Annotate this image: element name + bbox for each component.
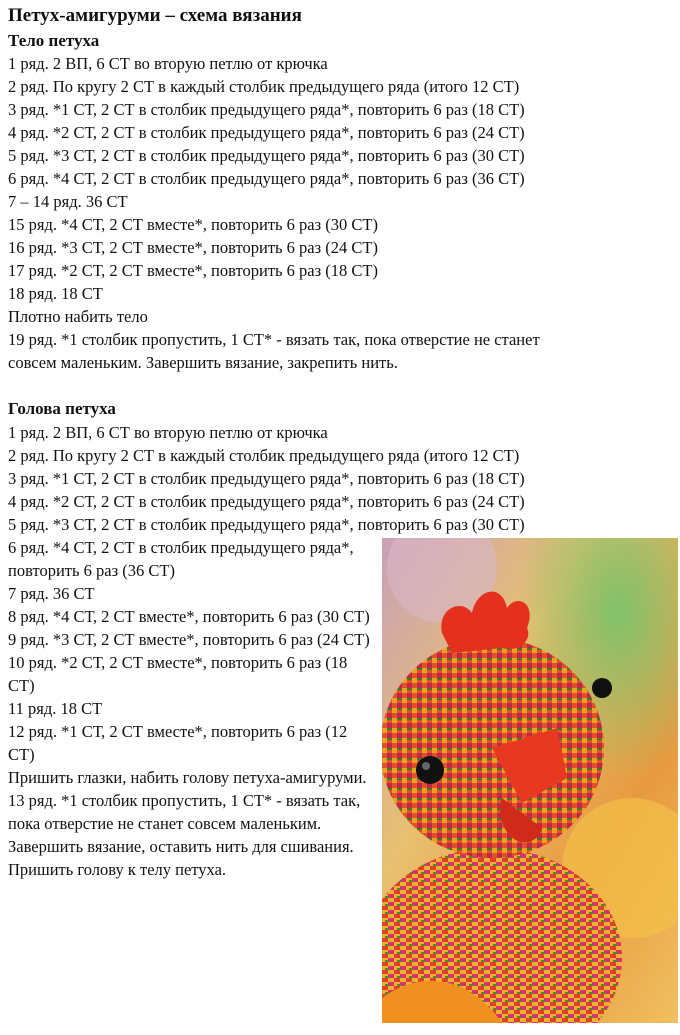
instruction-line: 5 ряд. *3 СТ, 2 СТ в столбик предыдущего ряда*, повторить 6 раз (30 СТ) <box>8 515 525 534</box>
head-instructions-wrapped <box>8 536 370 881</box>
head-section-heading: Голова петуха <box>8 399 116 418</box>
instruction-line: 2 ряд. По кругу 2 СТ в каждый столбик предыдущего ряда (итого 12 СТ) <box>8 77 520 96</box>
instruction-line: 16 ряд. *3 СТ, 2 СТ вместе*, повторить 6 раз (24 СТ) <box>8 238 378 257</box>
instruction-line: 6 ряд. *4 СТ, 2 СТ в столбик предыдущего ряда*, повторить 6 раз (36 СТ) <box>8 169 525 188</box>
instruction-line: 1 ряд. 2 ВП, 6 СТ во вторую петлю от крючка <box>8 423 328 442</box>
instruction-line: 13 ряд. *1 столбик пропустить, 1 СТ* - вязать так, пока отверстие не станет совсем маленьким. <box>8 791 361 833</box>
instruction-line: 9 ряд. *3 СТ, 2 СТ вместе*, повторить 6 раз (24 СТ) <box>8 630 370 649</box>
instruction-line: 10 ряд. *2 СТ, 2 СТ вместе*, повторить 6 раз (18 СТ) <box>8 653 348 695</box>
instruction-line: Пришить голову к телу петуха. <box>8 860 227 879</box>
instruction-line: 2 ряд. По кругу 2 СТ в каждый столбик предыдущего ряда (итого 12 СТ) <box>8 446 520 465</box>
instruction-line: 8 ряд. *4 СТ, 2 СТ вместе*, повторить 6 раз (30 СТ) <box>8 607 370 626</box>
crochet-rooster-photo-icon <box>382 538 678 1023</box>
instruction-line: 12 ряд. *1 СТ, 2 СТ вместе*, повторить 6 раз (12 СТ) <box>8 722 348 764</box>
instruction-line: 1 ряд. 2 ВП, 6 СТ во вторую петлю от крючка <box>8 54 328 73</box>
instruction-line: Завершить вязание, оставить нить для сшивания. <box>8 837 354 856</box>
instruction-line: 3 ряд. *1 СТ, 2 СТ в столбик предыдущего ряда*, повторить 6 раз (18 СТ) <box>8 469 525 488</box>
instruction-line: 4 ряд. *2 СТ, 2 СТ в столбик предыдущего ряда*, повторить 6 раз (24 СТ) <box>8 492 525 511</box>
body-instructions <box>8 52 540 374</box>
instruction-line: 7 ряд. 36 СТ <box>8 584 95 603</box>
instruction-line: 7 – 14 ряд. 36 СТ <box>8 192 128 211</box>
instruction-line: 5 ряд. *3 СТ, 2 СТ в столбик предыдущего ряда*, повторить 6 раз (30 СТ) <box>8 146 525 165</box>
page-title: Петух-амигуруми – схема вязания <box>8 5 302 26</box>
body-section-heading: Тело петуха <box>8 31 100 50</box>
instruction-line: совсем маленьким. Завершить вязание, закрепить нить. <box>8 353 398 372</box>
instruction-line: 3 ряд. *1 СТ, 2 СТ в столбик предыдущего ряда*, повторить 6 раз (18 СТ) <box>8 100 525 119</box>
instruction-line: 15 ряд. *4 СТ, 2 СТ вместе*, повторить 6 раз (30 СТ) <box>8 215 378 234</box>
instruction-line: 19 ряд. *1 столбик пропустить, 1 СТ* - вязать так, пока отверстие не станет <box>8 330 540 349</box>
instruction-line: 11 ряд. 18 СТ <box>8 699 103 718</box>
instruction-line: 6 ряд. *4 СТ, 2 СТ в столбик предыдущего ряда*, повторить 6 раз (36 СТ) <box>8 538 354 580</box>
instruction-line: Пришить глазки, набить голову петуха-амигуруми. <box>8 768 367 787</box>
head-instructions <box>8 421 525 536</box>
instruction-line: 17 ряд. *2 СТ, 2 СТ вместе*, повторить 6 раз (18 СТ) <box>8 261 378 280</box>
instruction-line: 18 ряд. 18 СТ <box>8 284 103 303</box>
instruction-line: Плотно набить тело <box>8 307 148 326</box>
instruction-line: 4 ряд. *2 СТ, 2 СТ в столбик предыдущего ряда*, повторить 6 раз (24 СТ) <box>8 123 525 142</box>
